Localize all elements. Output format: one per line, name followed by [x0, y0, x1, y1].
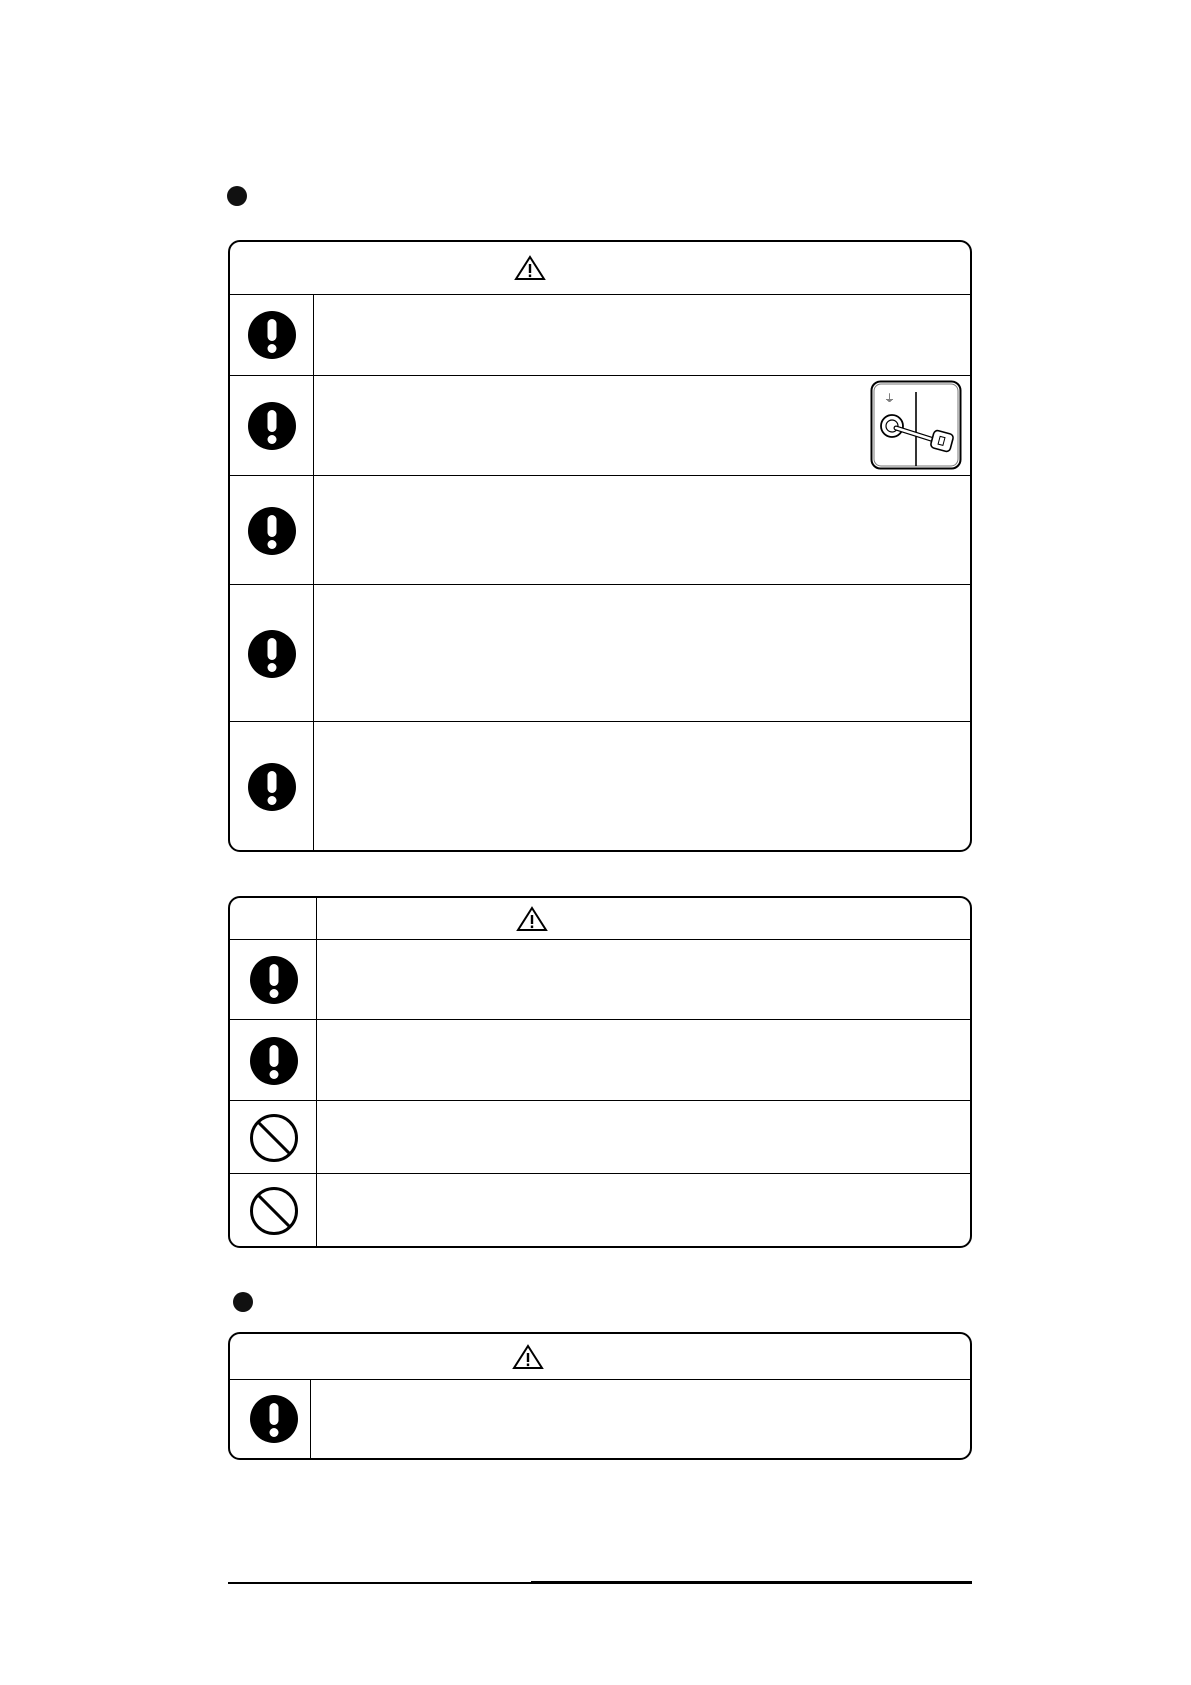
mandatory-icon [247, 762, 297, 812]
warning-triangle-icon [512, 1344, 544, 1370]
ground-terminal-icon [870, 380, 962, 470]
warning-box [228, 1332, 972, 1460]
mandatory-icon [247, 310, 297, 360]
list-item [230, 584, 970, 722]
warning-header-label [512, 1344, 552, 1370]
list-item [230, 1019, 970, 1101]
list-item [230, 475, 970, 585]
caution-box-header [230, 898, 970, 940]
footer-rule [531, 1581, 972, 1584]
warning-box-header [230, 242, 970, 295]
list-item [230, 721, 970, 851]
warning-triangle-icon [514, 255, 546, 281]
list-item [230, 1173, 970, 1247]
list-item [230, 295, 970, 375]
section-bullet [233, 1292, 253, 1312]
prohibited-icon [249, 1186, 299, 1236]
list-item [230, 940, 970, 1019]
mandatory-icon [249, 1394, 299, 1444]
mandatory-icon [249, 1036, 299, 1086]
section-bullet [227, 186, 247, 206]
footer-rule [228, 1582, 531, 1584]
mandatory-icon [249, 955, 299, 1005]
mandatory-icon [247, 629, 297, 679]
list-item [230, 1380, 970, 1458]
caution-box [228, 896, 972, 1248]
mandatory-icon [247, 401, 297, 451]
warning-box-header [230, 1334, 970, 1380]
svg-text:⏚: ⏚ [884, 392, 895, 405]
prohibited-icon [249, 1113, 299, 1163]
list-item [230, 1100, 970, 1174]
warning-header-label [514, 255, 554, 281]
list-item [230, 375, 970, 476]
warning-box [228, 240, 972, 852]
caution-header-label [516, 906, 556, 932]
warning-triangle-icon [516, 906, 548, 932]
mandatory-icon [247, 506, 297, 556]
